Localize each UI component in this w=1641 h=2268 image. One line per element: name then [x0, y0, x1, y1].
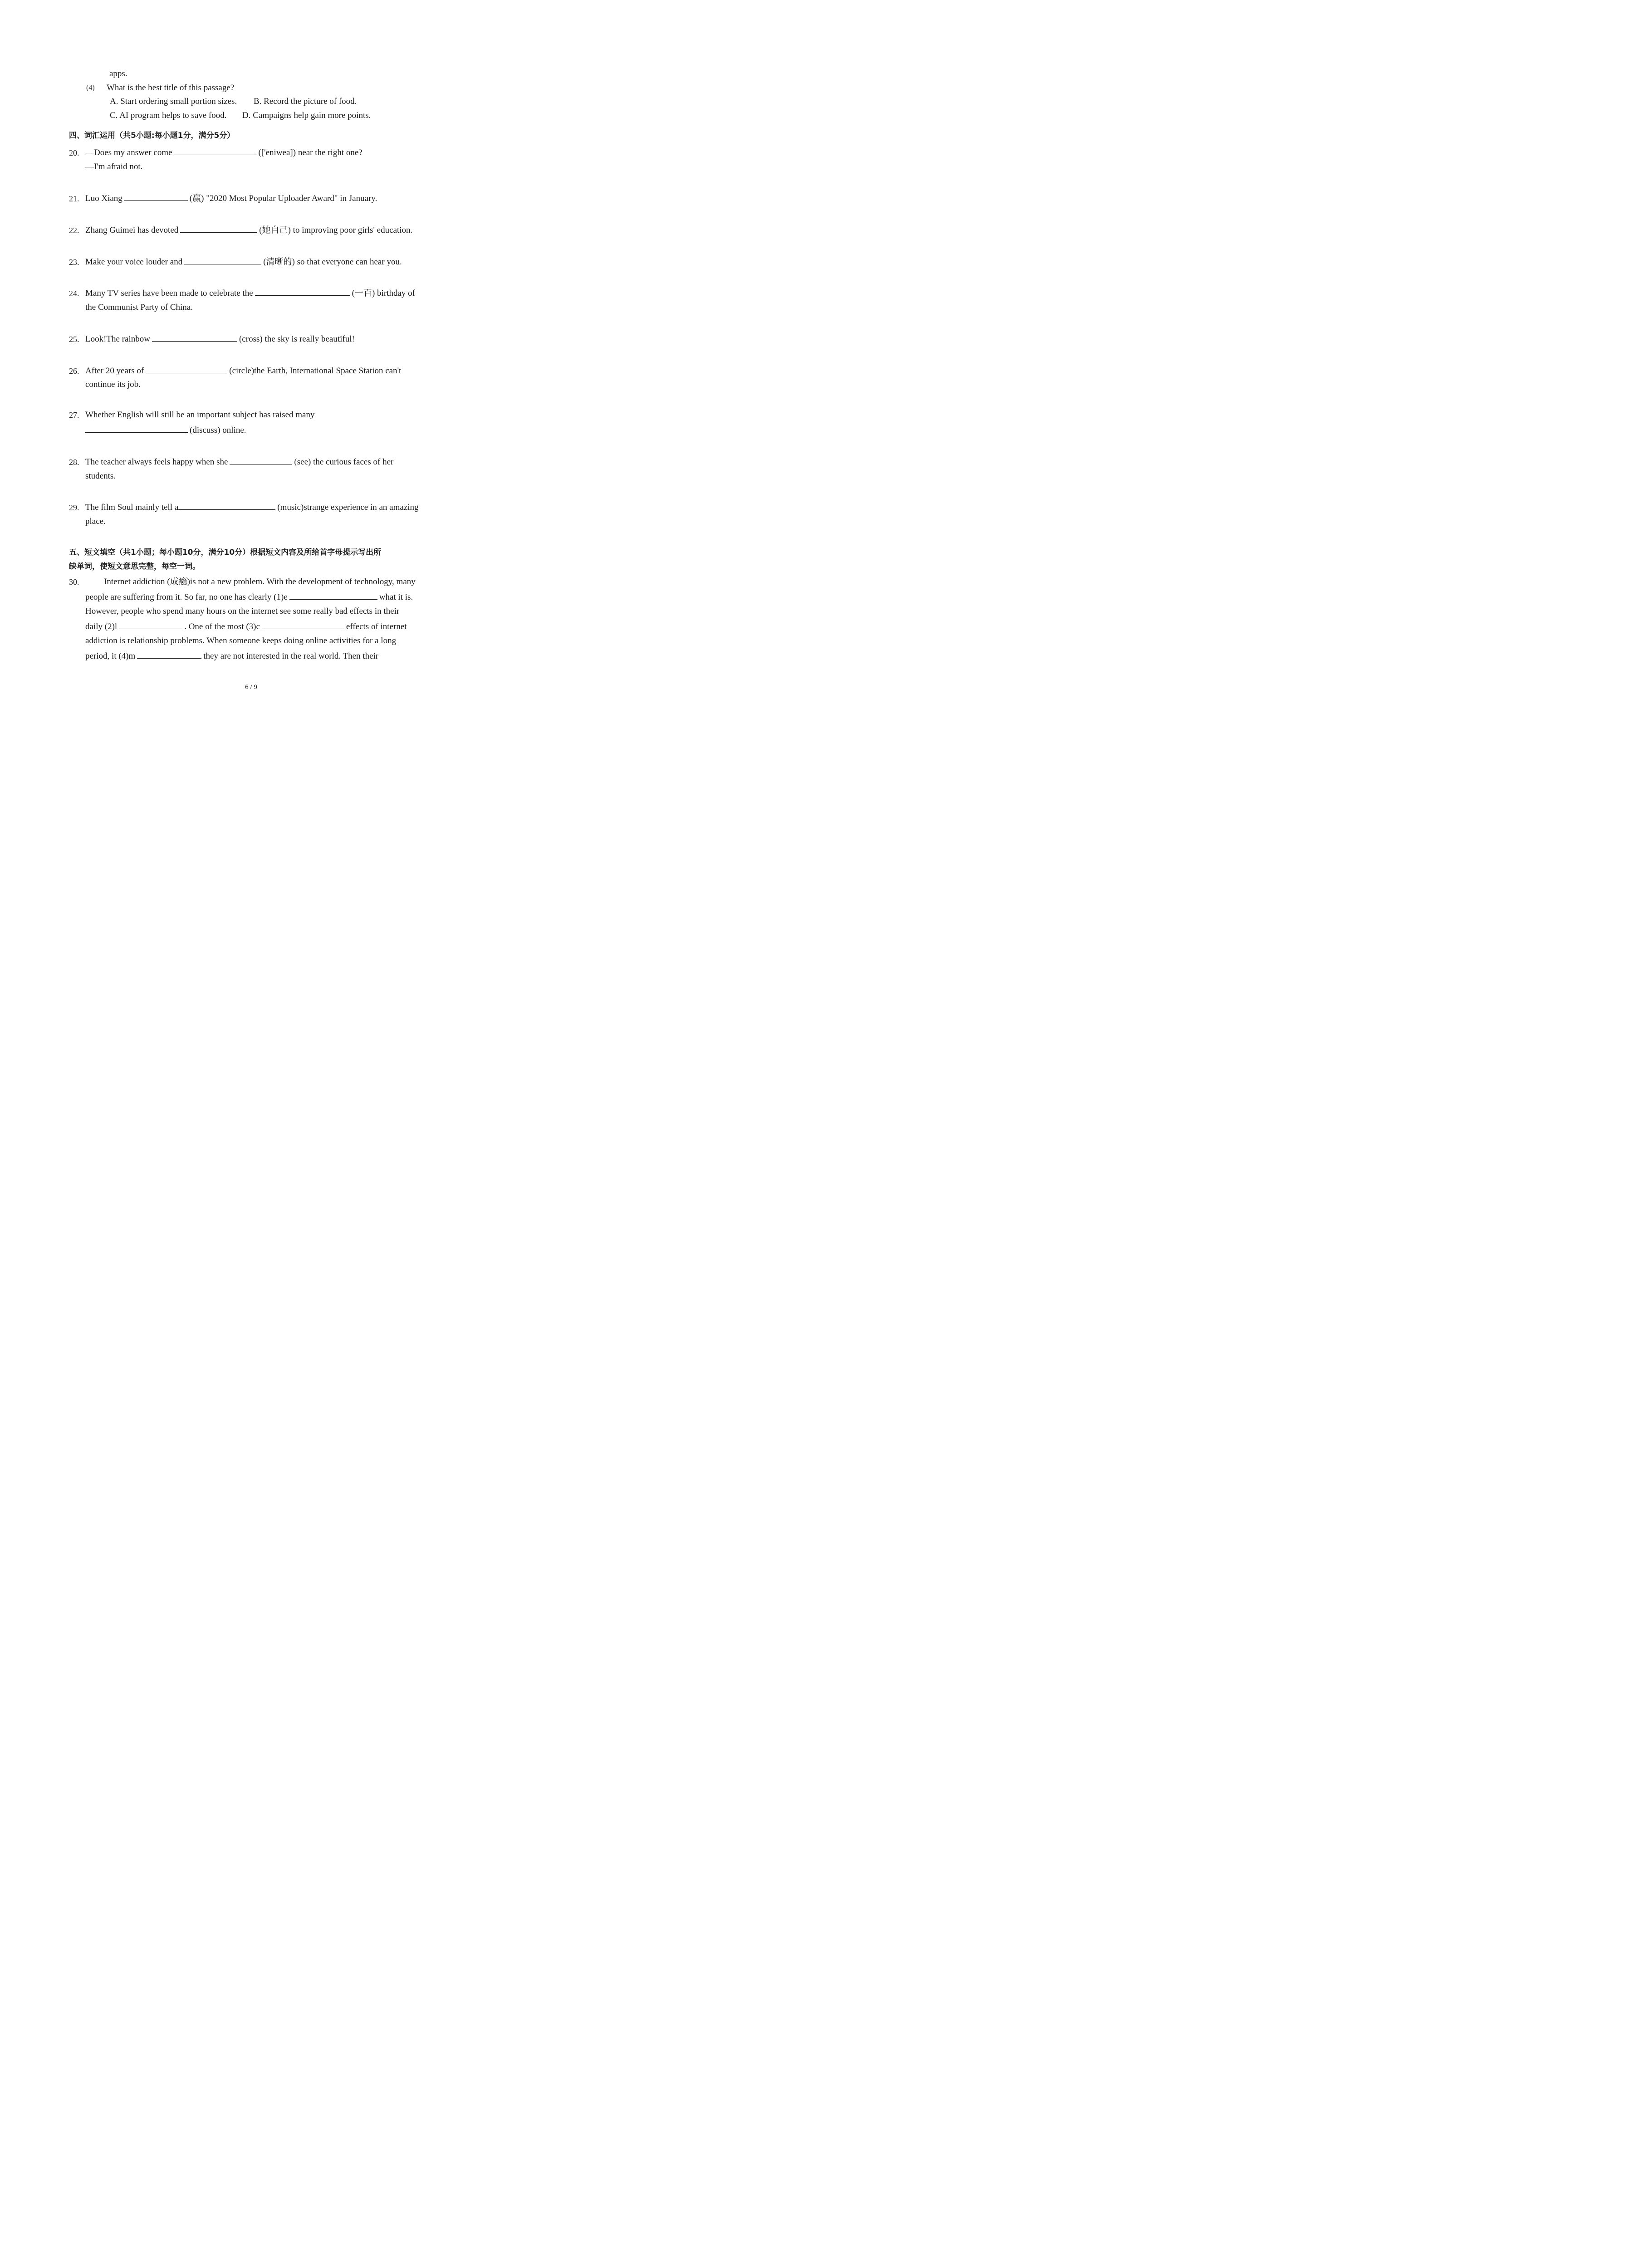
q25-number: 25. — [69, 335, 79, 344]
q30-text-2b: what it is. — [379, 592, 413, 602]
q28-text-b: (see) the curious faces of her — [294, 457, 394, 467]
q30-text-4c: effects of internet — [346, 622, 407, 631]
q23-text-b: (清晰的) so that everyone can hear you. — [263, 257, 402, 267]
q30-text-2a: people are suffering from it. So far, no one has clearly (1)e — [85, 592, 288, 602]
q23-text-a: Make your voice louder and — [85, 257, 183, 267]
q30-number: 30. — [69, 577, 79, 587]
q21-text-a: Luo Xiang — [85, 194, 122, 203]
q21-number: 21. — [69, 194, 79, 203]
q27-number: 27. — [69, 411, 79, 420]
q29-line1 — [85, 501, 419, 514]
q23-number: 23. — [69, 258, 79, 267]
q27-blank[interactable] — [85, 424, 188, 433]
q25-blank[interactable] — [152, 332, 237, 342]
q24-line1 — [85, 287, 415, 300]
q29-text-b: (music)strange experience in an amazing — [277, 503, 419, 512]
q28-blank[interactable] — [230, 455, 292, 464]
q26-text-a: After 20 years of — [85, 366, 144, 376]
q22-line1 — [85, 224, 412, 237]
q26-blank[interactable] — [146, 364, 227, 373]
q26-line2: continue its job. — [85, 380, 141, 389]
q23-line1 — [85, 255, 402, 269]
q25-text-a: Look!The rainbow — [85, 334, 150, 344]
q29-blank[interactable] — [178, 501, 275, 510]
q22-text-a: Zhang Guimei has devoted — [85, 225, 179, 235]
section5-heading-line1: 五、短文填空（共1小题；每小题10分，满分10分）根据短文内容及所给首字母提示写出所 — [69, 548, 382, 557]
q20-line2: —I'm afraid not. — [85, 162, 143, 171]
q24-blank[interactable] — [255, 287, 350, 296]
q30-line6 — [85, 650, 378, 663]
q24-line2: the Communist Party of China. — [85, 303, 193, 312]
q19-continuation: apps. — [109, 69, 127, 78]
q30-line2 — [85, 591, 413, 604]
q27-line1: Whether English will still be an important subject has raised many — [85, 410, 315, 420]
q22-text-b: (她自己) to improving poor girls' education. — [259, 225, 413, 235]
q30-text-4b: . One of the most (3)c — [184, 622, 260, 631]
q25-line1 — [85, 332, 355, 346]
q19-stem: What is the best title of this passage? — [107, 83, 235, 93]
q19-option-c: C. AI program helps to save food. — [110, 111, 227, 120]
q29-text-a: The film Soul mainly tell a — [85, 503, 179, 512]
q19-option-a: A. Start ordering small portion sizes. — [110, 97, 237, 106]
q20-text-a: —Does my answer come — [85, 148, 172, 157]
q30-blank-2[interactable] — [119, 620, 182, 629]
q23-blank[interactable] — [184, 255, 261, 264]
q26-line1 — [85, 364, 401, 378]
page-number: 6 / 9 — [245, 684, 257, 691]
q19-option-d: D. Campaigns help gain more points. — [242, 111, 371, 120]
q25-text-b: (cross) the sky is really beautiful! — [239, 334, 355, 344]
q29-number: 29. — [69, 503, 79, 512]
q30-blank-3[interactable] — [262, 620, 344, 629]
q30-line4 — [85, 620, 407, 634]
q21-text-b: (赢) "2020 Most Popular Uploader Award" in January. — [189, 194, 377, 203]
q30-line1: Internet addiction (成瘾)is not a new problem. With the development of technology, many — [104, 577, 416, 587]
q19-option-b: B. Record the picture of food. — [254, 97, 357, 106]
q30-text-4a: daily (2)l — [85, 622, 118, 631]
document-page — [0, 0, 502, 710]
q20-line1 — [85, 146, 362, 160]
q30-blank-1[interactable] — [289, 591, 377, 600]
q22-blank[interactable] — [180, 224, 257, 233]
q26-text-b: (circle)the Earth, International Space Station can't — [229, 366, 402, 376]
q24-text-a: Many TV series have been made to celebrate the — [85, 288, 253, 298]
q28-text-a: The teacher always feels happy when she — [85, 457, 228, 467]
q30-line5: addiction is relationship problems. When someone keeps doing online activities for a long — [85, 636, 397, 645]
q30-text-6b: they are not interested in the real world. Then their — [203, 651, 379, 661]
q27-text-b: (discuss) online. — [190, 425, 246, 435]
section4-heading: 四、词汇运用（共5小题:每小题1分，满分5分） — [69, 131, 235, 140]
q26-number: 26. — [69, 367, 79, 376]
q28-line1 — [85, 455, 393, 469]
q20-blank[interactable] — [174, 146, 257, 155]
q28-line2: students. — [85, 471, 116, 481]
q27-line2 — [85, 424, 246, 437]
q20-text-b: (['eniwea]) near the right one? — [258, 148, 362, 157]
q30-line3: However, people who spend many hours on the internet see some really bad effects in their — [85, 606, 400, 616]
q19-sub-number: (4) — [86, 84, 95, 92]
q28-number: 28. — [69, 458, 79, 467]
section5-heading-line2: 缺单词，使短文意思完整，每空一词。 — [69, 562, 200, 571]
q21-line1 — [85, 192, 377, 205]
q24-number: 24. — [69, 289, 79, 298]
q20-number: 20. — [69, 148, 79, 157]
q30-blank-4[interactable] — [137, 650, 201, 659]
q30-text-6a: period, it (4)m — [85, 651, 136, 661]
q21-blank[interactable] — [124, 192, 188, 201]
q24-text-b: (一百) birthday of — [352, 288, 415, 298]
q22-number: 22. — [69, 226, 79, 235]
q29-line2: place. — [85, 517, 106, 526]
